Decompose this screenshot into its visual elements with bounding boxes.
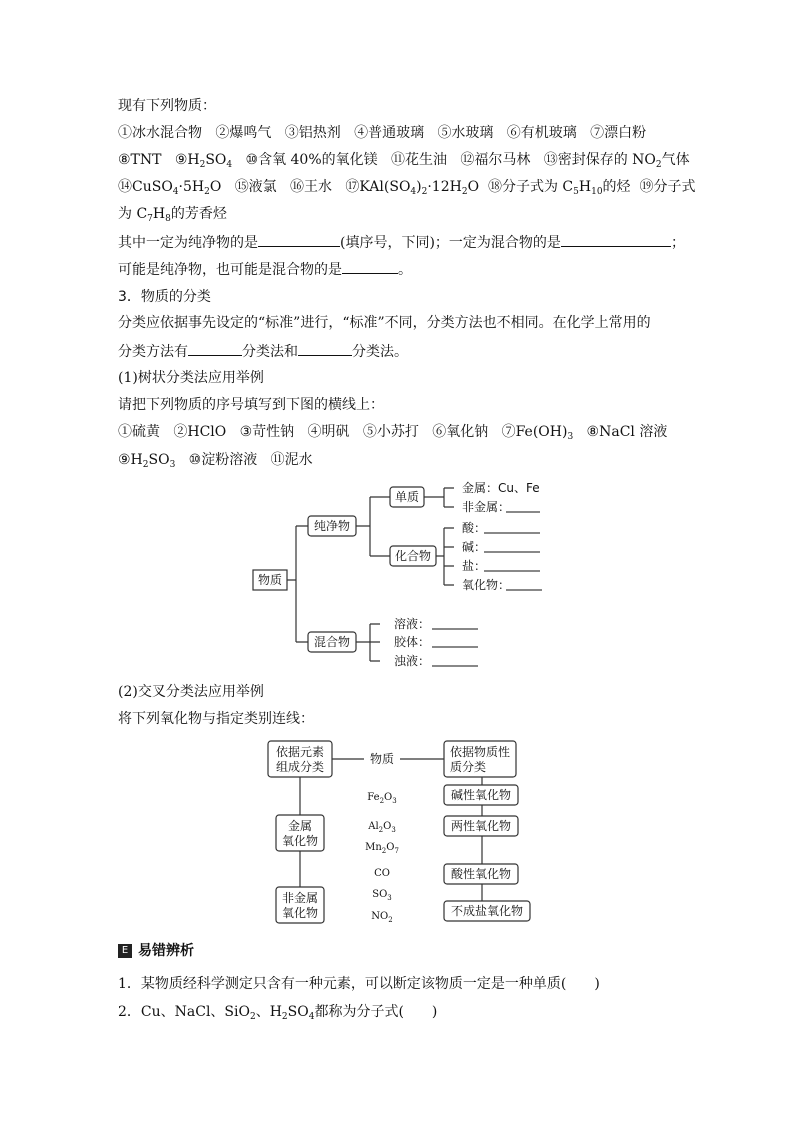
substance-2: ②爆鸣气 [215, 125, 272, 141]
substance-8: ⑧TNT [118, 152, 162, 168]
substance-11: ⑪花生油 [391, 152, 447, 168]
cross-right-top-line1: 依据物质性 [450, 745, 511, 759]
tree-solution-label: 溶液： [394, 617, 431, 631]
tree-acid-label: 酸： [462, 521, 487, 535]
oxide-co[interactable]: CO [374, 868, 390, 879]
substance-16: ⑯王水 [290, 179, 333, 195]
material-list-2: $⑨H_2SO_3$ ⑩淀粉溶液 ⑪泥水 [118, 452, 313, 470]
substance-5: ⑤水玻璃 [437, 125, 494, 141]
oxide-fe2o3[interactable]: $Fe_2O_3$ [367, 792, 397, 805]
section-3-para-1: 分类应依据事先设定的“标准”进行，“标准”不同，分类方法也不相同。在化学上常用的 [118, 315, 651, 331]
substance-13: ⑬密封保存的 $NO_2$气体 [543, 152, 690, 170]
cross-right-top-line2: 质分类 [450, 760, 487, 774]
substance-9: $⑨H_2SO_4$ [174, 152, 233, 170]
substance-6: ⑥有机玻璃 [506, 125, 577, 141]
oxide-so3[interactable]: $SO_3$ [372, 889, 392, 902]
substance-4: ④普通玻璃 [354, 125, 425, 141]
tree-nonmetal-label: 非金属： [462, 500, 511, 514]
error-section-badge-icon: E [118, 944, 132, 958]
substance-14: $⑭CuSO_4\cdot 5H_2O$ [118, 179, 222, 197]
tree-element-label: 单质 [394, 490, 420, 504]
cross-left-top-line1: 依据元素 [275, 745, 325, 759]
tree-metal-label: 金属：Cu、Fe [462, 481, 540, 495]
cross-basic-oxide-label: 碱性氧化物 [450, 788, 512, 802]
question-line-2: 可能是纯净物，也可能是混合物的是 。 [118, 259, 412, 279]
substance-12: ⑫福尔马林 [460, 152, 531, 168]
cross-nonsalt-oxide-label: 不成盐氧化物 [450, 904, 524, 918]
oxide-al2o3[interactable]: $Al_2O_3$ [368, 821, 396, 834]
question-line-1: 其中一定为纯净物的是 (填序号，下同)；一定为混合物的是 ； [118, 232, 685, 252]
substance-10: ⑩含氧 40%的氧化镁 [245, 152, 378, 168]
tree-compound-label: 化合物 [394, 549, 432, 563]
error-section-title: 易错辨析 [138, 943, 194, 959]
substance-19: ⑲分子式 [639, 179, 696, 195]
cross-metal-oxide-line1: 金属 [287, 819, 313, 833]
substance-17: $⑰KAl(SO_4)_2\cdot 12H_2O$ [345, 179, 480, 197]
cross-acidic-oxide-label: 酸性氧化物 [450, 867, 512, 881]
tree-suspension-label: 浊液： [394, 654, 431, 668]
substance-3: ③铝热剂 [284, 125, 341, 141]
tree-mixture-label: 混合物 [313, 635, 351, 649]
cross-amphoteric-oxide-label: 两性氧化物 [450, 819, 512, 833]
material-list-1: ①硫黄 ②HClO ③苛性钠 ④明矾 ⑤小苏打 ⑥氧化钠 $⑦Fe(OH)_3$ ⑧NaCl 溶液 [118, 424, 668, 442]
substance-1: ①冰水混合物 [118, 125, 202, 141]
error-item-2: 2．Cu、NaCl、SiO$_2$、$H_2SO_4$都称为分子式( ) [118, 1004, 438, 1022]
tree-colloid-label: 胶体： [394, 635, 431, 649]
substance-18: ⑱分子式为 $C_5H_{10}$的烃 [487, 179, 631, 197]
tree-root-label: 物质 [257, 573, 283, 587]
subheading-tree: (1)树状分类法应用举例 [118, 370, 264, 386]
substance-7: ⑦漂白粉 [590, 125, 647, 141]
cross-nonmetal-oxide-line1: 非金属 [281, 891, 319, 905]
intro-text: 现有下列物质： [118, 98, 216, 114]
tree-salt-label: 盐： [462, 559, 487, 573]
cross-center-label: 物质 [369, 752, 395, 766]
tree-pure-label: 纯净物 [313, 519, 351, 533]
tree-base-label: 碱： [462, 540, 487, 554]
oxide-mn2o7[interactable]: $Mn_2O_7$ [365, 842, 399, 855]
section-3-para-2: 分类方法有 分类法和 分类法。 [118, 341, 408, 361]
oxide-no2[interactable]: $NO_2$ [371, 911, 393, 924]
cross-nonmetal-oxide-line2: 氧化物 [281, 906, 319, 920]
substance-15: ⑮液氯 [234, 179, 277, 195]
instruction-cross: 将下列氧化物与指定类别连线： [118, 711, 314, 727]
error-item-1: 1．某物质经科学测定只含有一种元素，可以断定该物质一定是一种单质( ) [118, 976, 600, 992]
cross-metal-oxide-line2: 氧化物 [281, 834, 319, 848]
subheading-cross: (2)交叉分类法应用举例 [118, 684, 264, 700]
cross-left-top-line2: 组成分类 [275, 760, 325, 774]
instruction-tree: 请把下列物质的序号填写到下图的横线上： [118, 397, 384, 413]
substance-row-4: 为 $C_7H_8$的芳香烃 [118, 206, 227, 224]
tree-oxide-label: 氧化物： [462, 578, 511, 592]
section-3-title: 3．物质的分类 [118, 289, 211, 305]
